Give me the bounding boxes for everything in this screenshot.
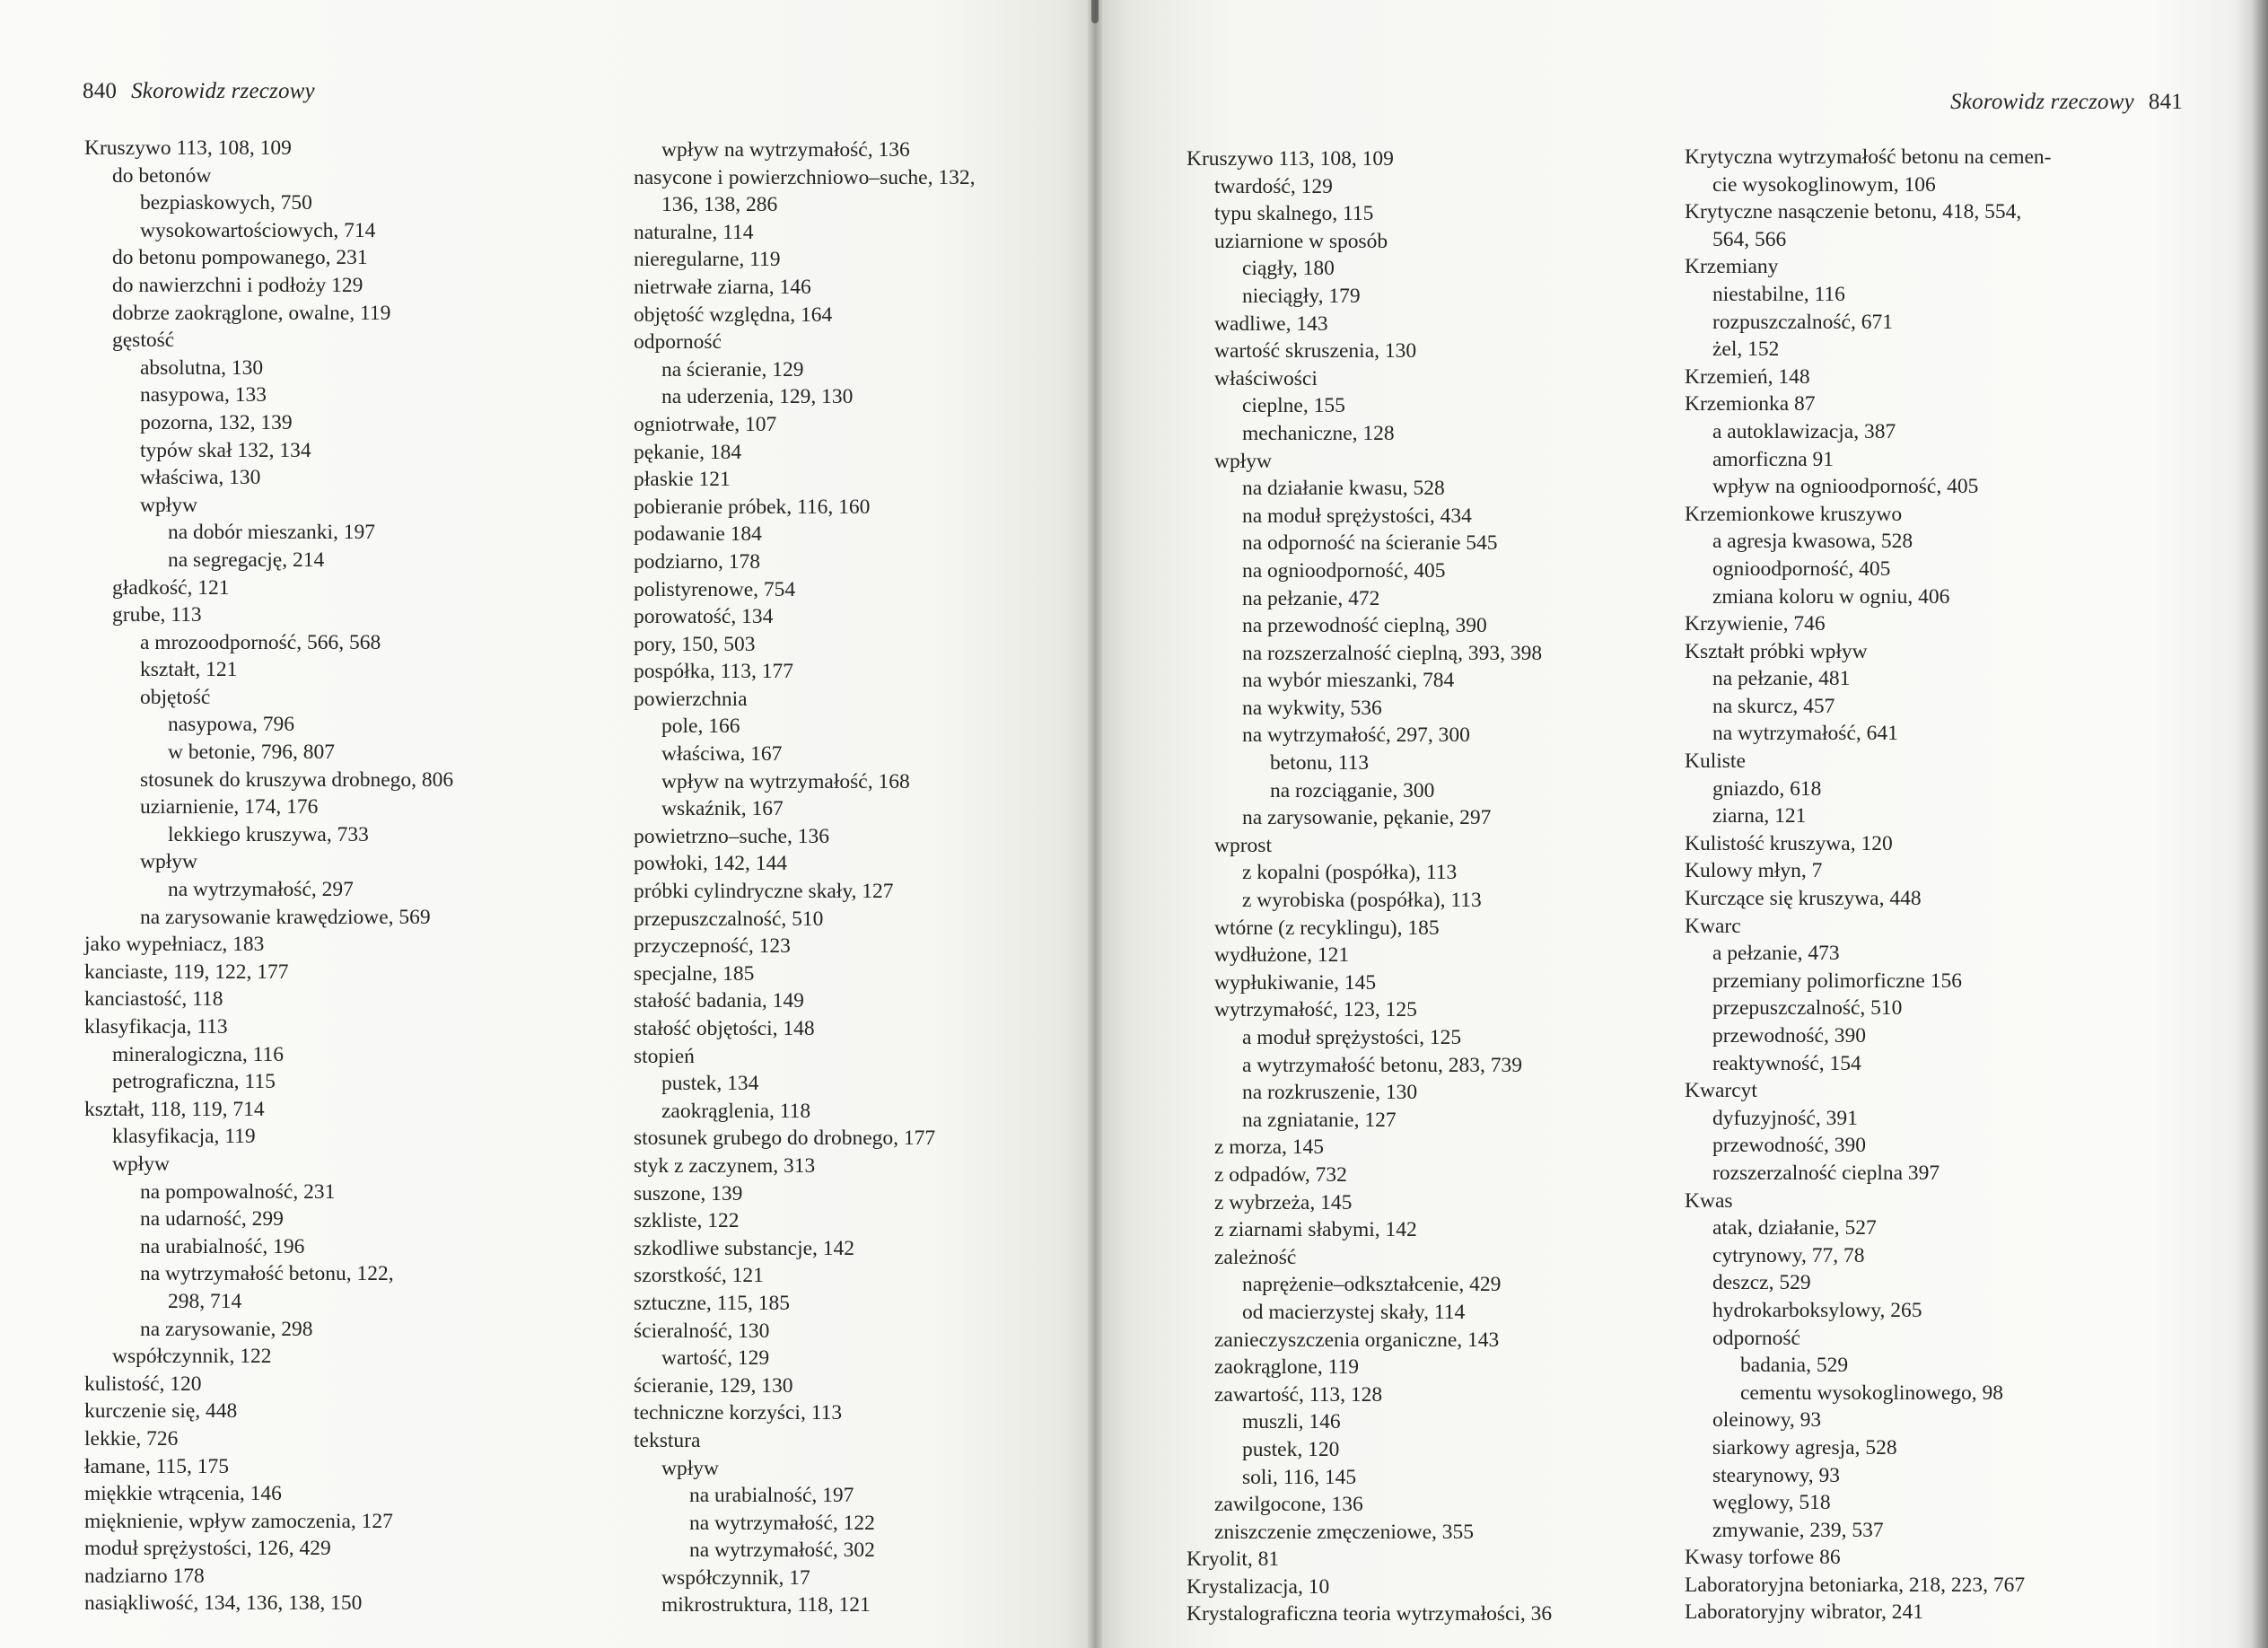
index-entry: Kruszywo 113, 108, 109	[84, 136, 292, 160]
index-entry: szorstkość, 121	[634, 1264, 764, 1288]
index-entry: stopień	[634, 1044, 695, 1068]
index-entry: przyczepność, 123	[634, 934, 791, 959]
index-entry: powietrzno–suche, 136	[634, 824, 829, 848]
index-entry: na zarysowanie, pękanie, 297	[1242, 806, 1492, 830]
index-entry: na przewodność cieplną, 390	[1242, 614, 1487, 638]
index-entry: mikrostruktura, 118, 121	[661, 1593, 871, 1617]
index-entry: łamane, 115, 175	[84, 1454, 229, 1478]
index-entry: reaktywność, 154	[1712, 1051, 1861, 1075]
index-entry: wpływ na ognioodporność, 405	[1712, 475, 1979, 499]
index-entry: muszli, 146	[1242, 1410, 1341, 1434]
index-entry: kanciaste, 119, 122, 177	[84, 960, 289, 984]
index-entry: na skurcz, 457	[1712, 694, 1835, 718]
index-entry: podziarno, 178	[634, 549, 760, 574]
index-entry: na rozszerzalność cieplną, 393, 398	[1242, 641, 1543, 665]
index-entry: na segregację, 214	[168, 548, 325, 572]
index-entry: właściwa, 130	[140, 466, 261, 490]
index-entry: na pełzanie, 481	[1712, 667, 1851, 691]
index-entry: na wytrzymałość, 122	[689, 1511, 875, 1535]
index-entry: wytrzymałość, 123, 125	[1214, 998, 1417, 1022]
index-entry: wtórne (z recyklingu), 185	[1214, 916, 1440, 940]
index-entry: 564, 566	[1712, 227, 1787, 251]
index-entry: pękanie, 184	[634, 440, 742, 464]
index-entry: Kwasy torfowe 86	[1685, 1546, 1841, 1570]
index-entry: na zarysowanie, 298	[140, 1317, 313, 1341]
index-entry: specjalne, 185	[634, 961, 755, 986]
index-entry: szkliste, 122	[634, 1209, 740, 1233]
index-entry: na udarność, 299	[140, 1207, 284, 1232]
index-entry: zmiana koloru w ogniu, 406	[1712, 584, 1950, 609]
index-entry: z kopalni (pospółka), 113	[1242, 861, 1458, 885]
index-entry: deszcz, 529	[1712, 1271, 1811, 1295]
index-entry: z wybrzeża, 145	[1214, 1190, 1353, 1214]
index-entry: Kruszywo 113, 108, 109	[1187, 147, 1394, 171]
index-entry: naturalne, 114	[634, 220, 754, 244]
index-entry: grube, 113	[112, 603, 202, 627]
index-entry: gładkość, 121	[112, 575, 230, 600]
index-entry: pospółka, 113, 177	[634, 660, 793, 684]
index-entry: wprost	[1214, 833, 1272, 857]
index-entry: przewodność, 390	[1712, 1134, 1866, 1158]
index-entry: wpływ na wytrzymałość, 168	[661, 769, 910, 793]
index-entry: przepuszczalność, 510	[1712, 996, 1903, 1021]
index-entry: właściwości	[1214, 366, 1318, 390]
index-entry: a moduł sprężystości, 125	[1242, 1026, 1462, 1049]
index-entry: Kształt próbki wpływ	[1685, 639, 1868, 663]
index-entry: powłoki, 142, 144	[634, 852, 788, 876]
index-entry: dobrze zaokrąglone, owalne, 119	[112, 301, 391, 325]
index-entry: objętość	[140, 685, 211, 709]
index-entry: 136, 138, 286	[661, 193, 778, 217]
index-entry: gniazdo, 618	[1712, 776, 1822, 801]
index-entry: stosunek do kruszywa drobnego, 806	[140, 767, 454, 792]
index-entry: badania, 529	[1740, 1354, 1849, 1378]
index-entry: zmywanie, 239, 537	[1712, 1518, 1884, 1542]
index-entry: absolutna, 130	[140, 355, 264, 380]
index-entry: amorficzna 91	[1712, 447, 1835, 471]
index-entry: na pompowalność, 231	[140, 1179, 336, 1204]
index-entry: pustek, 134	[661, 1072, 759, 1096]
index-entry: wartość, 129	[661, 1346, 770, 1371]
index-entry: odporność	[634, 330, 722, 355]
index-entry: mięknienie, wpływ zamoczenia, 127	[84, 1509, 393, 1533]
index-entry: przemiany polimorficzne 156	[1712, 969, 1962, 993]
index-column-3	[1187, 145, 1653, 1628]
index-entry: klasyfikacja, 119	[112, 1125, 256, 1149]
index-entry: podawanie 184	[634, 522, 762, 547]
index-entry: typu skalnego, 115	[1214, 202, 1374, 226]
index-entry: zanieczyszczenia organiczne, 143	[1214, 1328, 1500, 1352]
index-entry: stearynowy, 93	[1712, 1463, 1841, 1487]
index-entry: techniczne korzyści, 113	[634, 1401, 843, 1425]
index-entry: na urabialność, 197	[689, 1484, 854, 1508]
index-entry: na wybór mieszanki, 784	[1242, 669, 1455, 693]
index-entry: klasyfikacja, 113	[84, 1015, 228, 1039]
index-entry: płaskie 121	[634, 468, 731, 492]
index-entry: petrograficzna, 115	[112, 1070, 276, 1094]
gutter-mark	[1091, 0, 1099, 23]
left-page-header	[83, 79, 315, 104]
index-entry: szkodliwe substancje, 142	[634, 1236, 855, 1260]
index-entry: wpływ	[661, 1456, 719, 1480]
index-entry: wskaźnik, 167	[661, 797, 784, 821]
index-entry: na moduł sprężystości, 434	[1242, 504, 1472, 528]
index-entry: wartość skruszenia, 130	[1214, 339, 1417, 364]
index-column-4	[1685, 144, 2187, 1626]
index-entry: mineralogiczna, 116	[112, 1042, 284, 1066]
index-entry: jako wypełniacz, 183	[84, 933, 265, 957]
index-entry: a autoklawizacja, 387	[1712, 419, 1896, 443]
index-entry: rozpuszczalność, 671	[1712, 310, 1893, 334]
index-entry: ciągły, 180	[1242, 257, 1335, 281]
index-entry: Krzemionka 87	[1685, 392, 1816, 416]
index-entry: polistyrenowe, 754	[634, 577, 796, 601]
index-entry: Krytyczna wytrzymałość betonu na cemen-	[1685, 145, 2052, 169]
index-entry: nietrwałe ziarna, 146	[634, 275, 811, 299]
index-entry: niestabilne, 116	[1712, 282, 1845, 306]
book-gutter	[1088, 0, 1102, 1648]
index-entry: ognioodporność, 405	[1712, 557, 1891, 581]
index-entry: wpływ	[1214, 449, 1272, 473]
index-entry: w betonie, 796, 807	[168, 741, 336, 765]
index-entry: z wyrobiska (pospółka), 113	[1242, 889, 1482, 913]
index-entry: na uderzenia, 129, 130	[661, 385, 854, 409]
index-entry: z odpadów, 732	[1214, 1162, 1347, 1187]
index-entry: a mrozoodporność, 566, 568	[140, 630, 381, 654]
index-entry: styk z zaczynem, 313	[634, 1153, 816, 1178]
index-entry: Kryolit, 81	[1187, 1547, 1280, 1572]
index-entry: zaokrąglenia, 118	[661, 1099, 811, 1123]
index-entry: stosunek grubego do drobnego, 177	[634, 1126, 936, 1151]
index-entry: na zgniatanie, 127	[1242, 1108, 1397, 1132]
index-entry: Laboratoryjna betoniarka, 218, 223, 767	[1685, 1573, 2026, 1597]
index-entry: z ziarnami słabymi, 142	[1214, 1218, 1417, 1242]
index-entry: ziarna, 121	[1712, 804, 1807, 828]
index-entry: wpływ na wytrzymałość, 136	[661, 138, 910, 162]
index-entry: naprężenie–odkształcenie, 429	[1242, 1273, 1502, 1297]
index-entry: na wytrzymałość, 641	[1712, 722, 1898, 746]
index-entry: atak, działanie, 527	[1712, 1216, 1877, 1240]
index-entry: na wytrzymałość, 297	[168, 878, 354, 902]
index-entry: na pełzanie, 472	[1242, 586, 1380, 610]
index-entry: kształt, 121	[140, 658, 238, 682]
index-entry: nadziarno 178	[84, 1564, 205, 1588]
index-entry: Krystalograficzna teoria wytrzymałości, 36	[1187, 1602, 1553, 1626]
index-entry: na rozkruszenie, 130	[1242, 1081, 1418, 1105]
index-entry: węglowy, 518	[1712, 1491, 1831, 1515]
index-entry: cie wysokoglinowym, 106	[1712, 172, 1936, 197]
right-page-title: Skorowidz rzeczowy	[1950, 90, 2134, 114]
index-column-1	[84, 135, 569, 1617]
index-entry: wysokowartościowych, 714	[140, 218, 376, 242]
index-entry: pole, 166	[661, 714, 740, 739]
index-entry: kształt, 118, 119, 714	[84, 1097, 265, 1121]
index-entry: siarkowy agresja, 528	[1712, 1435, 1897, 1460]
index-entry: zaokrąglone, 119	[1214, 1355, 1359, 1380]
index-entry: Krzemionkowe kruszywo	[1685, 502, 1903, 526]
index-entry: Krystalizacja, 10	[1187, 1574, 1330, 1599]
index-entry: wadliwe, 143	[1214, 311, 1328, 336]
index-entry: na rozciąganie, 300	[1270, 778, 1435, 802]
index-entry: właściwa, 167	[661, 742, 783, 767]
index-entry: ścieralność, 130	[634, 1319, 770, 1343]
right-page-header	[1950, 90, 2183, 115]
index-entry: powierzchnia	[634, 687, 748, 711]
index-entry: moduł sprężystości, 126, 429	[84, 1537, 331, 1561]
index-entry: do nawierzchni i podłoży 129	[112, 273, 363, 297]
index-entry: Krytyczne nasączenie betonu, 418, 554,	[1685, 200, 2022, 224]
index-entry: Kwas	[1685, 1188, 1733, 1213]
index-entry: objętość względna, 164	[634, 302, 833, 327]
index-entry: zniszczenie zmęczeniowe, 355	[1214, 1520, 1475, 1544]
index-entry: nieregularne, 119	[634, 248, 781, 272]
index-entry: wpływ	[140, 493, 197, 517]
index-entry: cieplne, 155	[1242, 394, 1345, 418]
index-entry: zawilgocone, 136	[1214, 1493, 1363, 1517]
index-entry: typów skał 132, 134	[140, 438, 311, 462]
index-entry: 298, 714	[168, 1289, 242, 1313]
index-entry: nasiąkliwość, 134, 136, 138, 150	[84, 1591, 363, 1616]
index-entry: współczynnik, 17	[661, 1565, 810, 1590]
index-entry: a pełzanie, 473	[1712, 942, 1840, 966]
index-entry: twardość, 129	[1214, 174, 1333, 198]
index-entry: na zarysowanie krawędziowe, 569	[140, 905, 431, 929]
index-entry: odporność	[1712, 1326, 1800, 1350]
index-entry: rozszerzalność cieplna 397	[1712, 1161, 1940, 1185]
index-entry: stałość badania, 149	[634, 989, 804, 1013]
index-entry: Kwarc	[1685, 914, 1741, 938]
index-entry: cementu wysokoglinowego, 98	[1740, 1381, 2004, 1405]
index-entry: kanciastość, 118	[84, 987, 223, 1012]
index-entry: a wytrzymałość betonu, 283, 739	[1242, 1053, 1522, 1077]
index-entry: bezpiaskowych, 750	[140, 191, 312, 215]
index-entry: pobieranie próbek, 116, 160	[634, 495, 871, 519]
index-entry: mechaniczne, 128	[1242, 421, 1395, 445]
index-entry: a agresja kwasowa, 528	[1712, 530, 1913, 554]
index-entry: ogniotrwałe, 107	[634, 412, 777, 436]
index-entry: stałość objętości, 148	[634, 1017, 815, 1040]
index-entry: od macierzystej skały, 114	[1242, 1300, 1466, 1324]
index-entry: na wytrzymałość, 302	[689, 1538, 875, 1563]
index-entry: suszone, 139	[634, 1181, 743, 1205]
index-entry: przepuszczalność, 510	[634, 907, 824, 931]
index-entry: na wytrzymałość, 297, 300	[1242, 723, 1470, 748]
index-entry: soli, 116, 145	[1242, 1465, 1357, 1489]
index-entry: kulistość, 120	[84, 1372, 202, 1396]
index-entry: nieciągły, 179	[1242, 284, 1361, 308]
index-entry: na działanie kwasu, 528	[1242, 477, 1445, 501]
index-entry: cytrynowy, 77, 78	[1712, 1243, 1865, 1267]
index-entry: hydrokarboksylowy, 265	[1712, 1298, 1922, 1322]
index-entry: na wytrzymałość betonu, 122,	[140, 1262, 394, 1286]
index-entry: wypłukiwanie, 145	[1214, 970, 1377, 995]
index-entry: Krzemiany	[1685, 255, 1779, 279]
page-edge-shadow	[2235, 0, 2268, 1648]
index-entry: Kwarcyt	[1685, 1079, 1757, 1103]
index-entry: przewodność, 390	[1712, 1024, 1866, 1048]
index-entry: wpływ	[140, 850, 197, 874]
index-entry: Krzemień, 148	[1685, 364, 1810, 389]
index-entry: porowatość, 134	[634, 605, 774, 629]
index-entry: nasypowa, 796	[168, 713, 294, 737]
index-entry: na urabialność, 196	[140, 1234, 305, 1258]
left-page-number: 840	[83, 79, 118, 103]
index-column-2	[606, 136, 1073, 1619]
index-entry: ścieranie, 129, 130	[634, 1373, 793, 1398]
index-entry: na ścieranie, 129	[661, 357, 804, 381]
index-entry: na wykwity, 536	[1242, 696, 1382, 720]
index-entry: dyfuzyjność, 391	[1712, 1106, 1858, 1130]
index-entry: lekkiego kruszywa, 733	[168, 822, 369, 846]
left-page-title: Skorowidz rzeczowy	[131, 79, 315, 103]
index-entry: uziarnione w sposób	[1214, 229, 1388, 253]
index-entry: pory, 150, 503	[634, 632, 756, 656]
index-entry: zależność	[1214, 1245, 1297, 1269]
index-entry: wydłużone, 121	[1214, 943, 1350, 968]
index-entry: kurczenie się, 448	[84, 1399, 238, 1424]
index-entry: żel, 152	[1712, 337, 1780, 362]
right-page-number: 841	[2148, 90, 2183, 114]
index-entry: do betonu pompowanego, 231	[112, 246, 368, 270]
index-entry: sztuczne, 115, 185	[634, 1291, 791, 1315]
index-entry: pozorna, 132, 139	[140, 410, 293, 434]
index-entry: nasypowa, 133	[140, 383, 267, 408]
index-entry: Kulowy młyn, 7	[1685, 859, 1823, 883]
index-entry: na ognioodporność, 405	[1242, 558, 1446, 583]
index-entry: Krzywienie, 746	[1685, 612, 1826, 636]
index-entry: lekkie, 726	[84, 1426, 179, 1451]
index-entry: wpływ	[112, 1152, 170, 1176]
index-entry: tekstura	[634, 1428, 701, 1452]
index-entry: uziarnienie, 174, 176	[140, 795, 319, 820]
index-entry: na dobór mieszanki, 197	[168, 521, 376, 545]
index-entry: Kurczące się kruszywa, 448	[1685, 887, 1922, 911]
left-page	[0, 0, 1095, 1648]
index-entry: próbki cylindryczne skały, 127	[634, 880, 894, 904]
index-entry: z morza, 145	[1214, 1135, 1325, 1160]
index-entry: gęstość	[112, 329, 175, 353]
index-entry: pustek, 120	[1242, 1437, 1340, 1461]
index-entry: zawartość, 113, 128	[1214, 1382, 1383, 1407]
index-entry: nasycone i powierzchniowo–suche, 132,	[634, 165, 976, 189]
index-entry: oleinowy, 93	[1712, 1408, 1822, 1433]
index-entry: Laboratoryjny wibrator, 241	[1685, 1600, 1923, 1625]
index-entry: betonu, 113	[1270, 751, 1370, 776]
index-entry: do betonów	[112, 163, 212, 188]
index-entry: miękkie wtrącenia, 146	[84, 1482, 282, 1506]
index-entry: Kulistość kruszywa, 120	[1685, 831, 1893, 855]
index-entry: współczynnik, 122	[112, 1345, 272, 1369]
index-entry: na odporność na ścieranie 545	[1242, 531, 1498, 556]
index-entry: Kuliste	[1685, 749, 1746, 774]
